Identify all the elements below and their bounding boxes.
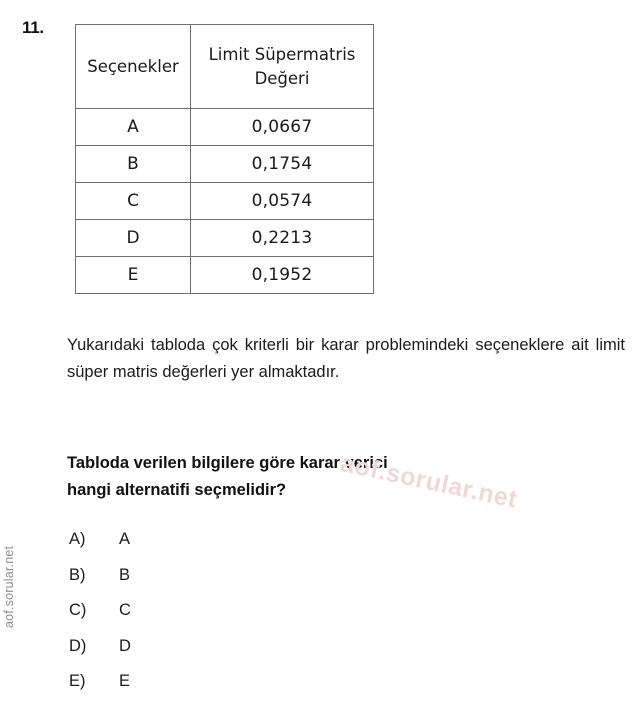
answer-option-text: D bbox=[119, 636, 131, 655]
answer-option-text: E bbox=[119, 672, 131, 690]
answer-option-text: C bbox=[119, 601, 131, 619]
table-cell-value: 0,2213 bbox=[191, 220, 374, 257]
table-cell-value: 0,0574 bbox=[191, 183, 374, 220]
answer-option-a[interactable] bbox=[69, 530, 369, 566]
question-number: 11. bbox=[22, 18, 44, 37]
table-cell-option: B bbox=[76, 146, 191, 183]
limit-supermatrix-table-container bbox=[75, 24, 373, 294]
answer-option-e[interactable] bbox=[69, 672, 369, 708]
table-cell-option: D bbox=[76, 220, 191, 257]
answer-option-label: E) bbox=[69, 672, 86, 690]
table-header-row bbox=[76, 25, 374, 109]
table-cell-option: E bbox=[76, 257, 191, 294]
table-cell-option: C bbox=[76, 183, 191, 220]
answer-option-text: A bbox=[119, 530, 131, 548]
answer-option-b[interactable] bbox=[69, 566, 369, 602]
question-stem: Yukarıdaki tabloda çok kriterli bir karar problemindeki seçeneklere ait limit süper matris değerleri yer almaktadır. bbox=[67, 336, 625, 381]
answer-options-list bbox=[69, 530, 369, 708]
table-header bbox=[76, 25, 374, 109]
answer-option-text: B bbox=[119, 565, 131, 584]
question-prompt-line-1: Tabloda verilen bilgilere göre karar verici bbox=[67, 454, 388, 472]
table-body bbox=[76, 109, 374, 294]
table-row bbox=[76, 220, 374, 257]
table-row bbox=[76, 109, 374, 146]
table-cell-option: A bbox=[76, 109, 191, 146]
question-prompt-line-2: hangi alternatifi seçmelidir? bbox=[67, 481, 287, 499]
table-cell-value: 0,0667 bbox=[191, 109, 374, 146]
table-cell-value: 0,1754 bbox=[191, 146, 374, 183]
table-header-options: Seçenekler bbox=[76, 25, 191, 109]
question-prompt bbox=[67, 450, 625, 504]
table-row bbox=[76, 257, 374, 294]
answer-option-label: C) bbox=[69, 601, 87, 619]
table-row bbox=[76, 183, 374, 220]
watermark-vertical-sidebar: aof.sorular.net bbox=[2, 545, 16, 628]
watermark-diagonal: aof.sorular.net bbox=[338, 449, 520, 514]
table-header-limit-value: Limit Süpermatris Değeri bbox=[191, 25, 374, 109]
limit-supermatrix-table bbox=[75, 24, 374, 294]
answer-option-d[interactable] bbox=[69, 637, 369, 673]
table-row bbox=[76, 146, 374, 183]
answer-option-c[interactable] bbox=[69, 601, 369, 637]
table-cell-value: 0,1952 bbox=[191, 257, 374, 294]
answer-option-label: D) bbox=[69, 636, 87, 655]
answer-option-label: A) bbox=[69, 530, 86, 548]
answer-option-label: B) bbox=[69, 565, 86, 584]
